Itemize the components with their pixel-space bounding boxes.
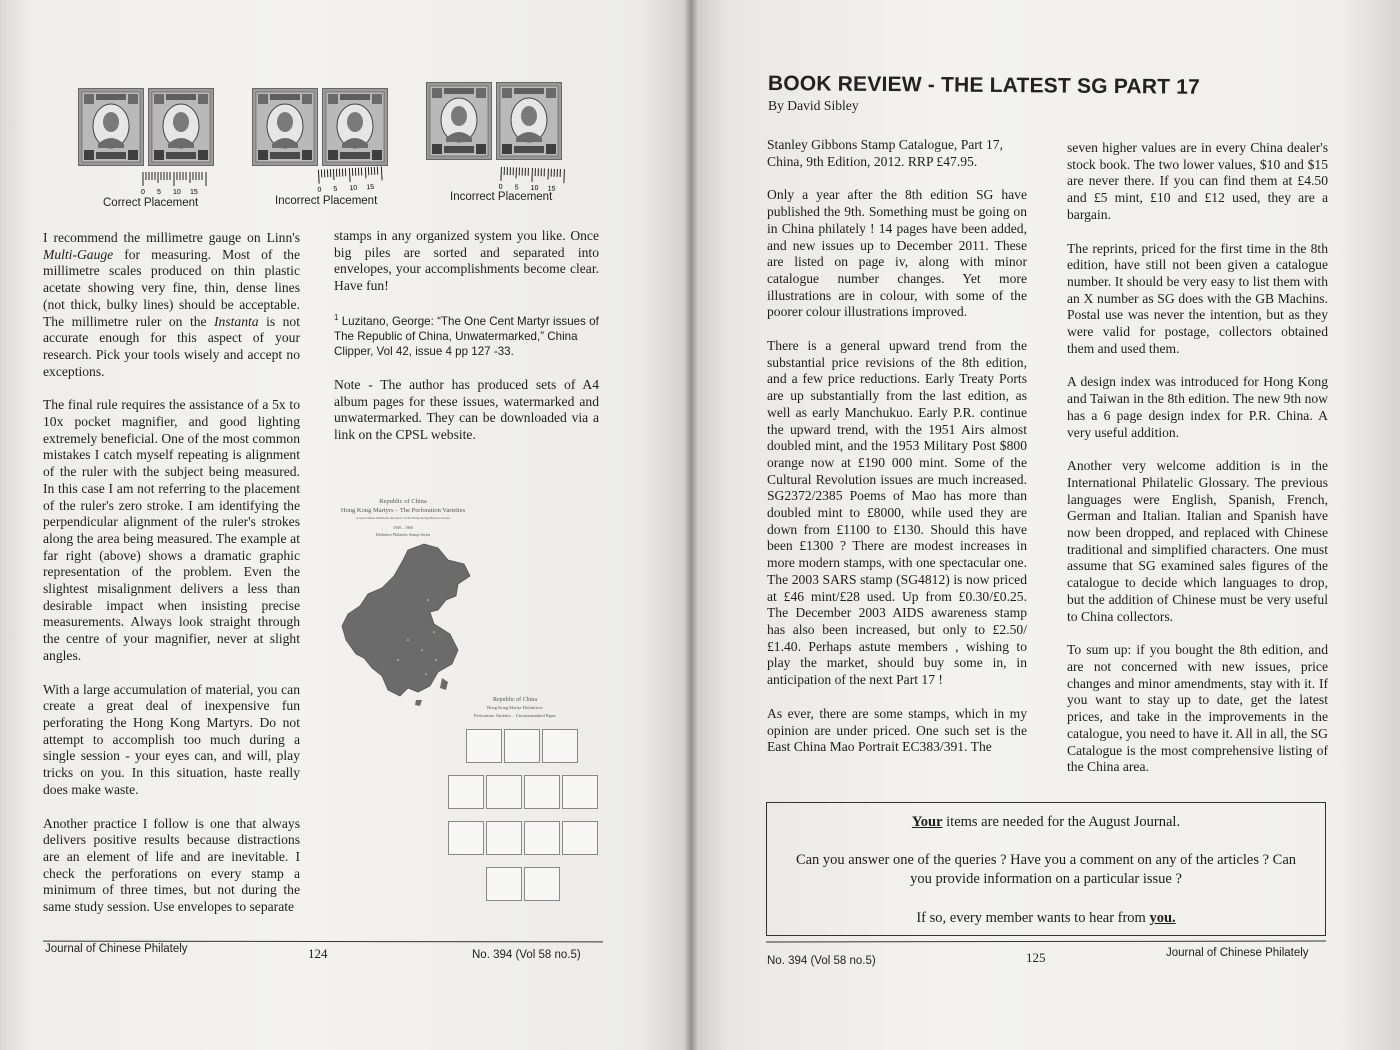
- ruler-number: 10: [530, 184, 539, 193]
- millimetre-ruler-incorrect-2: [494, 167, 573, 194]
- footer-journal-title: Journal of Chinese Philately: [1166, 947, 1309, 959]
- stamp-slot: [448, 821, 484, 855]
- caption-correct-placement: Correct Placement: [103, 197, 199, 209]
- author-note: [334, 377, 599, 444]
- notice-line-1: [767, 813, 1325, 832]
- stamp-slot: [486, 821, 522, 855]
- paragraph: Only a year after the 8th edition SG have published the 9th. Something must be going on in China philately ! 14 pages have been added, and new issues up to December 2011. These are listed on page iv, along with minor catalogue number changes. Yet more illustrations are in colour, with some of the poorer colour illustrations improved.: [767, 187, 1027, 320]
- stamp-slot: [542, 729, 578, 763]
- martyr-stamp-image: [148, 88, 214, 166]
- paragraph: stamps in any organized system you like. Once big piles are sorted and separated into envelopes, your accomplishments become clear. Have fun!: [334, 228, 599, 294]
- paragraph: The final rule requires the assistance of a 5x to 10x pocket magnifier, and good lighting extremely beneficial. One of the most common mistakes I catch myself repeating is alignment of the ruler with the subject being measured. In this case I am not referring to the placement of the ruler's zero stroke. I am identifying the perpendicular alignment of the ruler's strokes along the area being measured. The example at far right (above) shows a dramatic graphic representation of the problem. Even the slightest misalignment delivers a less than desirable impact when insisting precise measurements. Always look straight through the centre of your magnifier, never at slight angles.: [43, 397, 300, 663]
- notice-text: items are needed for the August Journal.: [942, 814, 1181, 830]
- footnote: [334, 310, 599, 359]
- call-for-items-box: [766, 802, 1326, 936]
- martyr-stamp-image: [496, 82, 562, 160]
- paragraph: To sum up: if you bought the 8th edition, and are not concerned with new issues, price changes and minor amendments, stay with it. If you want to stay up to date, get the latest prices, and take in the improvements in the catalogue, you need to have it. All in all, the SG Catalogue is the most comprehensive listing of the China area.: [1067, 642, 1328, 775]
- caption-incorrect-placement-2: Incorrect Placement: [450, 191, 553, 203]
- martyr-stamp-image: [78, 88, 144, 166]
- album-page-map: [338, 495, 468, 705]
- ruler-number: 10: [349, 184, 358, 193]
- paragraph: There is a general upward trend from the substantial price revisions of the 8th edition, and a few price reductions. Early Treaty Ports are up substantially from the last edition, as well as early Manchukuo. Early P.R. continue the upward trend, with the 1951 Airs almost doubled mint, and the 1953 Military Post $800 orange now at £190 000 mint. Some of the Cultural Revolution issues are much increased. SG2372/2385 Poems of Mao has more than doubled mint to £8000, while used they are down from £1100 to £130. Should this have been £1300 ? There are modest increases in more modern stamps, with one spectacular one. The 2003 SARS stamp (SG4812) is now priced at £46 mint/£28 used. Up from £0.30/£0.25. The December 2003 AIDS awareness stamp has also been increased, but only to £2.50/£1.40. Perhaps astute members , wishing to play the market, should buy some in, in anticipation of the next Part 17 !: [767, 338, 1027, 688]
- article-byline: By David Sibley: [768, 98, 859, 113]
- right-column-1: [767, 137, 1027, 756]
- album-line: Perforation Varieties – Unwatermarked Paper: [474, 713, 556, 718]
- album-line: 1949 – 1960: [393, 525, 413, 530]
- china-map-image: [338, 540, 473, 710]
- stamp-slot: [466, 729, 502, 763]
- paragraph: As ever, there are some stamps, which in my opinion are under priced. One such set is the East China Mao Portrait EC383/391. The: [767, 705, 1027, 755]
- right-column-2: [1067, 140, 1328, 776]
- stamp-pair-correct: [78, 88, 214, 166]
- ruler-number: 15: [547, 185, 556, 193]
- notice-text: If so, every member wants to hear from: [916, 910, 1150, 926]
- footer-journal-title: Journal of Chinese Philately: [45, 943, 188, 955]
- footer-issue-number: No. 394 (Vol 58 no.5): [472, 949, 581, 961]
- page-number: 125: [1026, 950, 1046, 965]
- stamp-slot: [448, 775, 484, 809]
- caption-incorrect-placement-1: Incorrect Placement: [275, 195, 378, 207]
- stamp-slot: [524, 867, 560, 901]
- stamp-pair-incorrect-2: [426, 82, 562, 160]
- paragraph: Note - The author has produced sets of A4 album pages for these issues, watermarked and unwatermarked. They can be downloaded via a link on the CPSL website.: [334, 377, 599, 443]
- martyr-stamp-image: [252, 88, 318, 166]
- album-subtitle: Hong Kong Martyrs – The Perforation Varieties: [340, 507, 466, 514]
- paragraph: A design index was introduced for Hong Kong and Taiwan in the 8th edition. The new 9th now has a 6 page design index for P.R. China. A very useful addition.: [1067, 374, 1328, 440]
- ruler-number: 5: [333, 185, 338, 193]
- ruler-number: 0: [317, 186, 322, 194]
- ruler-number: 0: [141, 189, 145, 196]
- album-line: Definitive Philatelic Stamp Series: [375, 532, 431, 537]
- left-column-1: [43, 230, 300, 916]
- left-page: [0, 0, 690, 1050]
- album-page-grid: [430, 697, 600, 917]
- footnote-marker: 1: [334, 313, 339, 322]
- album-line: Hong Kong Martyr Definitives: [487, 705, 543, 710]
- martyr-stamp-image: [322, 88, 388, 166]
- paragraph: Another practice I follow is one that always delivers positive results because distractions are an element of life and are inevitable. I check the perforations on every stamp a minimum of three times, but not during the same study session. Use envelopes to separate: [43, 815, 300, 915]
- footnote-text: Luzitano, George: “The One Cent Martyr issues of The Republic of China, Unwatermarked,” China Clipper, Vol 42, issue 4 pp 127 -33.: [334, 314, 599, 358]
- album-title: Republic of China: [379, 498, 427, 505]
- martyr-stamp-image: [426, 82, 492, 160]
- ruler-number: 0: [498, 183, 503, 191]
- stamp-slot: [524, 775, 560, 809]
- stamp-slot: [486, 867, 522, 901]
- notice-line-3: [767, 909, 1325, 928]
- stamp-pair-incorrect-1: [252, 88, 388, 166]
- stamp-slot: [562, 775, 598, 809]
- notice-line-2: Can you answer one of the queries ? Have you a comment on any of the articles ? Can you provide information on a particular issue ?: [795, 852, 1297, 887]
- album-line: A Specialised Philatelic Analysis of the Hong Kong Martyrs Series: [356, 516, 450, 520]
- notice-emphasis: Your: [911, 814, 943, 830]
- ruler-number: 15: [366, 183, 375, 192]
- stamp-slot: [524, 821, 560, 855]
- paragraph: I recommend the millimetre gauge on Linn's Multi-Gauge for measuring. Most of the millimetre scales produced on thin plastic acetate showing very fine, thin, dense lines (not thick, bulky lines) should be acceptable. The millimetre ruler on the Instanta is not accurate enough for this aspect of your research. Pick your tools wisely and accept no exceptions.: [43, 230, 300, 379]
- stamp-slot: [504, 729, 540, 763]
- left-column-2: [334, 228, 599, 295]
- millimetre-ruler-incorrect-1: [311, 166, 390, 194]
- paragraph: With a large accumulation of material, you can create a great deal of inexpensive fun perforating the Hong Kong Martyrs. Do not attempt to accomplish too much during a single session - your eyes can, and will, play tricks on you. In this situation, haste really does make waste.: [43, 681, 300, 797]
- ruler-number: 10: [173, 189, 181, 196]
- album-title: Republic of China: [493, 697, 537, 703]
- article-title: BOOK REVIEW - THE LATEST SG PART 17: [767, 72, 1201, 99]
- paragraph: Another very welcome addition is in the International Philatelic Glossary. The previous languages were English, Spanish, French, German and Italian. Italian and Spanish have now been dropped, and replaced with Chinese traditional and simplified characters. One must assume that SG examined sales figures of the catalogue to decide which languages to drop, but the addition of Chinese must be very useful to China collectors.: [1067, 458, 1328, 624]
- notice-emphasis: you.: [1149, 910, 1176, 926]
- paragraph: The reprints, priced for the first time in the 8th edition, have still not been given a catalogue number. It should be very easy to list them with an X number as SG does with the GB Machins. Postal use was never the intention, but as they were valid for postage, collectors obtained them and used them.: [1067, 240, 1328, 356]
- paragraph: Stanley Gibbons Stamp Catalogue, Part 17, China, 9th Edition, 2012. RRP £47.95.: [767, 137, 1003, 169]
- ruler-number: 15: [190, 189, 198, 196]
- page-number: 124: [308, 946, 328, 961]
- binding-gutter: [684, 0, 698, 1050]
- footer-issue-number: No. 394 (Vol 58 no.5): [767, 955, 876, 967]
- millimetre-ruler-correct: [136, 172, 214, 196]
- paragraph: seven higher values are in every China dealer's stock book. The two lower values, $10 and $15 are never there. If you can find them at £4.50 and £5 mint, £10 and £12 used, they are a bargain.: [1067, 140, 1328, 222]
- ruler-number: 5: [514, 184, 519, 192]
- ruler-number: 5: [157, 189, 161, 196]
- stamp-slot: [562, 821, 598, 855]
- stamp-slot: [486, 775, 522, 809]
